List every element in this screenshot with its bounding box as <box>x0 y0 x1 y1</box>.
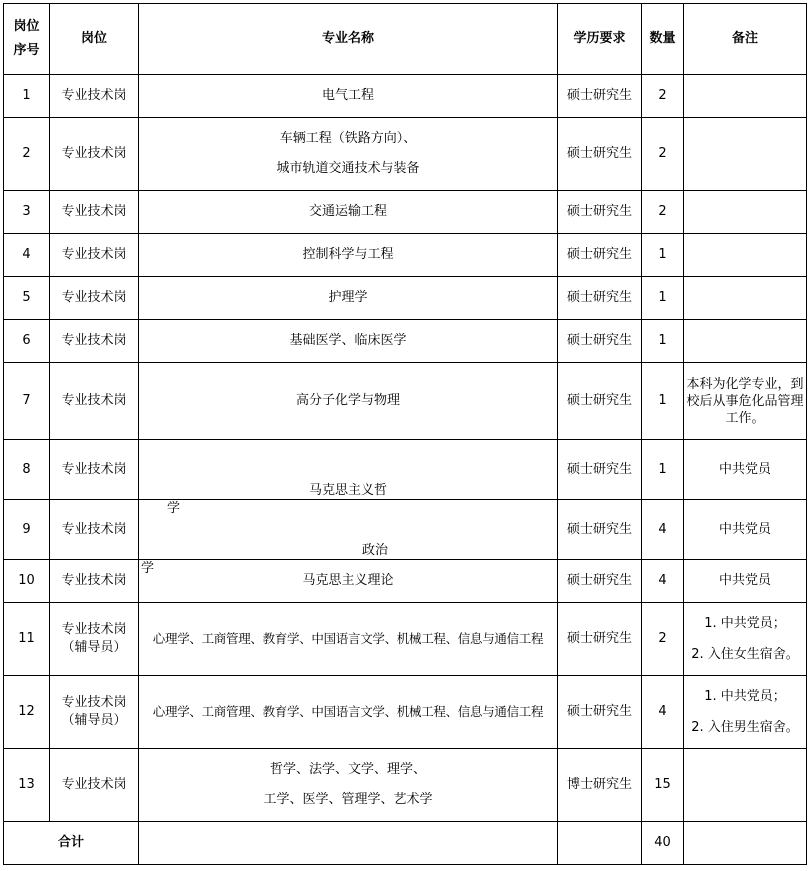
cell-count: 2 <box>642 75 684 118</box>
cell-post: 专业技术岗 <box>50 75 139 118</box>
cell-note: 本科为化学专业，到 校后从事危化品管理 工作。 <box>684 363 807 440</box>
cell-major: 马克思主义理论 <box>139 560 558 603</box>
cell-note <box>684 118 807 191</box>
cell-post: 专业技术岗 <box>50 320 139 363</box>
cell-major: 基础医学、临床医学 <box>139 320 558 363</box>
cell-note <box>684 749 807 822</box>
cell-major: 控制科学与工程 <box>139 234 558 277</box>
cell-degree: 硕士研究生 <box>558 500 642 560</box>
cell-post: 专业技术岗 <box>50 363 139 440</box>
cell-degree: 硕士研究生 <box>558 676 642 749</box>
cell-note <box>684 191 807 234</box>
cell-note: 1. 中共党员； 2. 入住男生宿舍。 <box>684 676 807 749</box>
table-row <box>4 191 807 234</box>
cell-note <box>684 320 807 363</box>
cell-post: 专业技术岗 <box>50 500 139 560</box>
header-seq: 岗位 序号 <box>4 4 50 75</box>
cell-degree: 硕士研究生 <box>558 603 642 676</box>
recruitment-table <box>3 3 807 865</box>
cell-major: 电气工程 <box>139 75 558 118</box>
table-row <box>4 676 807 749</box>
cell-note <box>684 234 807 277</box>
cell-post: 专业技术岗 （辅导员） <box>50 603 139 676</box>
cell-count: 2 <box>642 118 684 191</box>
cell-degree: 硕士研究生 <box>558 363 642 440</box>
table-row <box>4 75 807 118</box>
table-row <box>4 749 807 822</box>
cell-major: 心理学、工商管理、教育学、中国语言文学、机械工程、信息与通信工程 <box>139 676 558 749</box>
total-major <box>139 822 558 865</box>
cell-post: 专业技术岗 <box>50 560 139 603</box>
cell-degree: 硕士研究生 <box>558 118 642 191</box>
total-note <box>684 822 807 865</box>
cell-degree: 硕士研究生 <box>558 277 642 320</box>
cell-seq: 13 <box>4 749 50 822</box>
table-row <box>4 320 807 363</box>
cell-seq: 7 <box>4 363 50 440</box>
cell-count: 4 <box>642 500 684 560</box>
cell-seq: 6 <box>4 320 50 363</box>
cell-major: 哲学、法学、文学、理学、 工学、医学、管理学、艺术学 <box>139 749 558 822</box>
table-row <box>4 560 807 603</box>
header-count: 数量 <box>642 4 684 75</box>
cell-degree: 博士研究生 <box>558 749 642 822</box>
cell-count: 1 <box>642 363 684 440</box>
total-count: 40 <box>642 822 684 865</box>
table-row <box>4 500 807 560</box>
header-major: 专业名称 <box>139 4 558 75</box>
cell-degree: 硕士研究生 <box>558 560 642 603</box>
cell-note: 1. 中共党员； 2. 入住女生宿舍。 <box>684 603 807 676</box>
cell-post: 专业技术岗 <box>50 277 139 320</box>
cell-count: 4 <box>642 560 684 603</box>
cell-degree: 硕士研究生 <box>558 320 642 363</box>
cell-degree: 硕士研究生 <box>558 440 642 500</box>
cell-count: 1 <box>642 320 684 363</box>
cell-post: 专业技术岗 <box>50 118 139 191</box>
header-note: 备注 <box>684 4 807 75</box>
cell-post: 专业技术岗 <box>50 191 139 234</box>
cell-seq: 5 <box>4 277 50 320</box>
cell-degree: 硕士研究生 <box>558 234 642 277</box>
table-row <box>4 440 807 500</box>
cell-major: 交通运输工程 <box>139 191 558 234</box>
header-post: 岗位 <box>50 4 139 75</box>
table-row <box>4 277 807 320</box>
cell-seq: 10 <box>4 560 50 603</box>
total-degree <box>558 822 642 865</box>
cell-seq: 1 <box>4 75 50 118</box>
cell-major: 高分子化学与物理 <box>139 363 558 440</box>
table-row <box>4 118 807 191</box>
table-row <box>4 363 807 440</box>
cell-count: 4 <box>642 676 684 749</box>
cell-note: 中共党员 <box>684 500 807 560</box>
cell-degree: 硕士研究生 <box>558 191 642 234</box>
cell-count: 2 <box>642 603 684 676</box>
cell-count: 2 <box>642 191 684 234</box>
cell-seq: 11 <box>4 603 50 676</box>
cell-degree: 硕士研究生 <box>558 75 642 118</box>
header-row <box>4 4 807 75</box>
cell-major: 政治 学 <box>139 500 558 560</box>
cell-count: 1 <box>642 234 684 277</box>
cell-major: 车辆工程（铁路方向）、 城市轨道交通技术与装备 <box>139 118 558 191</box>
cell-note <box>684 75 807 118</box>
cell-seq: 12 <box>4 676 50 749</box>
cell-note: 中共党员 <box>684 560 807 603</box>
cell-count: 1 <box>642 277 684 320</box>
header-degree: 学历要求 <box>558 4 642 75</box>
cell-seq: 8 <box>4 440 50 500</box>
cell-major: 心理学、工商管理、教育学、中国语言文学、机械工程、信息与通信工程 <box>139 603 558 676</box>
cell-seq: 9 <box>4 500 50 560</box>
cell-note: 中共党员 <box>684 440 807 500</box>
total-row <box>4 822 807 865</box>
cell-count: 1 <box>642 440 684 500</box>
cell-seq: 4 <box>4 234 50 277</box>
cell-count: 15 <box>642 749 684 822</box>
cell-seq: 3 <box>4 191 50 234</box>
cell-post: 专业技术岗 （辅导员） <box>50 676 139 749</box>
cell-major: 马克思主义哲 学 <box>139 440 558 500</box>
table-row <box>4 234 807 277</box>
cell-post: 专业技术岗 <box>50 440 139 500</box>
cell-post: 专业技术岗 <box>50 749 139 822</box>
total-label: 合计 <box>4 822 139 865</box>
cell-post: 专业技术岗 <box>50 234 139 277</box>
cell-major: 护理学 <box>139 277 558 320</box>
table-row <box>4 603 807 676</box>
cell-seq: 2 <box>4 118 50 191</box>
cell-note <box>684 277 807 320</box>
